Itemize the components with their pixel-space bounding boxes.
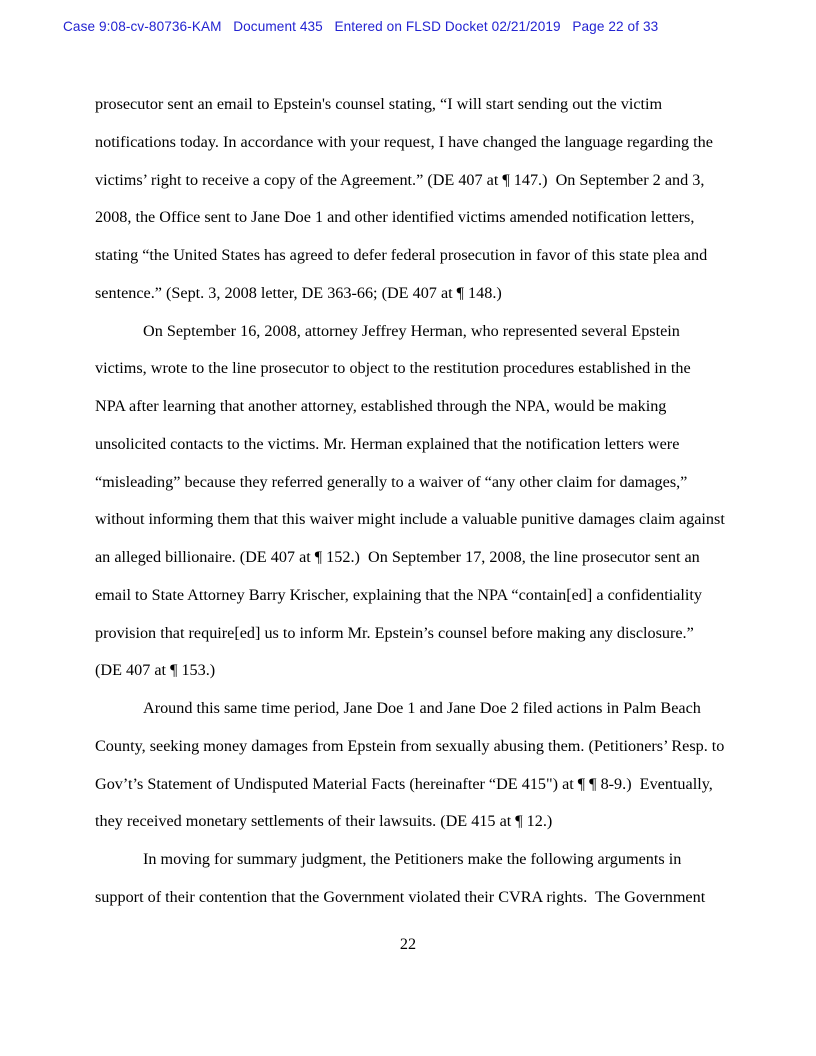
- document-body: [95, 86, 745, 917]
- body-line: stating “the United States has agreed to defer federal prosecution in favor of this state plea and: [95, 246, 708, 264]
- body-line: victims, wrote to the line prosecutor to object to the restitution procedures established in the: [95, 359, 691, 378]
- body-line: (DE 407 at ¶ 153.): [95, 661, 216, 680]
- body-line: support of their contention that the Government violated their CVRA rights. The Government: [95, 887, 706, 906]
- body-line: In moving for summary judgment, the Petitioners make the following arguments in: [143, 850, 682, 868]
- body-line: victims’ right to receive a copy of the Agreement.” (DE 407 at ¶ 147.) On September 2 and 3,: [95, 170, 705, 189]
- ecf-header-stamp: Case 9:08-cv-80736-KAM Document 435 Entered on FLSD Docket 02/21/2019 Page 22 of 33: [63, 19, 659, 34]
- body-line: prosecutor sent an email to Epstein's counsel stating, “I will start sending out the victim: [95, 95, 663, 113]
- body-line: sentence.” (Sept. 3, 2008 letter, DE 363-66; (DE 407 at ¶ 148.): [95, 283, 502, 302]
- body-line: Gov’t’s Statement of Undisputed Material Facts (hereinafter “DE 415") at ¶ ¶ 8-9.) Eventually,: [95, 774, 713, 793]
- body-line: without informing them that this waiver might include a valuable punitive damages claim against: [95, 510, 725, 529]
- body-line: NPA after learning that another attorney, established through the NPA, would be making: [95, 397, 667, 415]
- body-line: County, seeking money damages from Epstein from sexually abusing them. (Petitioners’ Resp. to: [95, 736, 725, 755]
- body-line: “misleading” because they referred generally to a waiver of “any other claim for damages,”: [95, 472, 688, 491]
- page-number: 22: [399, 935, 417, 953]
- body-line: notifications today. In accordance with your request, I have changed the language regarding the: [95, 132, 713, 151]
- body-line: provision that require[ed] us to inform Mr. Epstein’s counsel before making any disclosure.”: [95, 623, 694, 642]
- body-line: 2008, the Office sent to Jane Doe 1 and other identified victims amended notification letters,: [95, 208, 695, 227]
- body-line: On September 16, 2008, attorney Jeffrey Herman, who represented several Epstein: [143, 321, 680, 340]
- body-line: unsolicited contacts to the victims. Mr. Herman explained that the notification letters were: [95, 434, 680, 453]
- body-line: Around this same time period, Jane Doe 1 and Jane Doe 2 filed actions in Palm Beach: [143, 699, 701, 717]
- body-line: an alleged billionaire. (DE 407 at ¶ 152.) On September 17, 2008, the line prosecutor sent an: [95, 548, 700, 566]
- body-line: email to State Attorney Barry Krischer, explaining that the NPA “contain[ed] a confidentiality: [95, 585, 702, 604]
- body-line: they received monetary settlements of their lawsuits. (DE 415 at ¶ 12.): [95, 812, 553, 831]
